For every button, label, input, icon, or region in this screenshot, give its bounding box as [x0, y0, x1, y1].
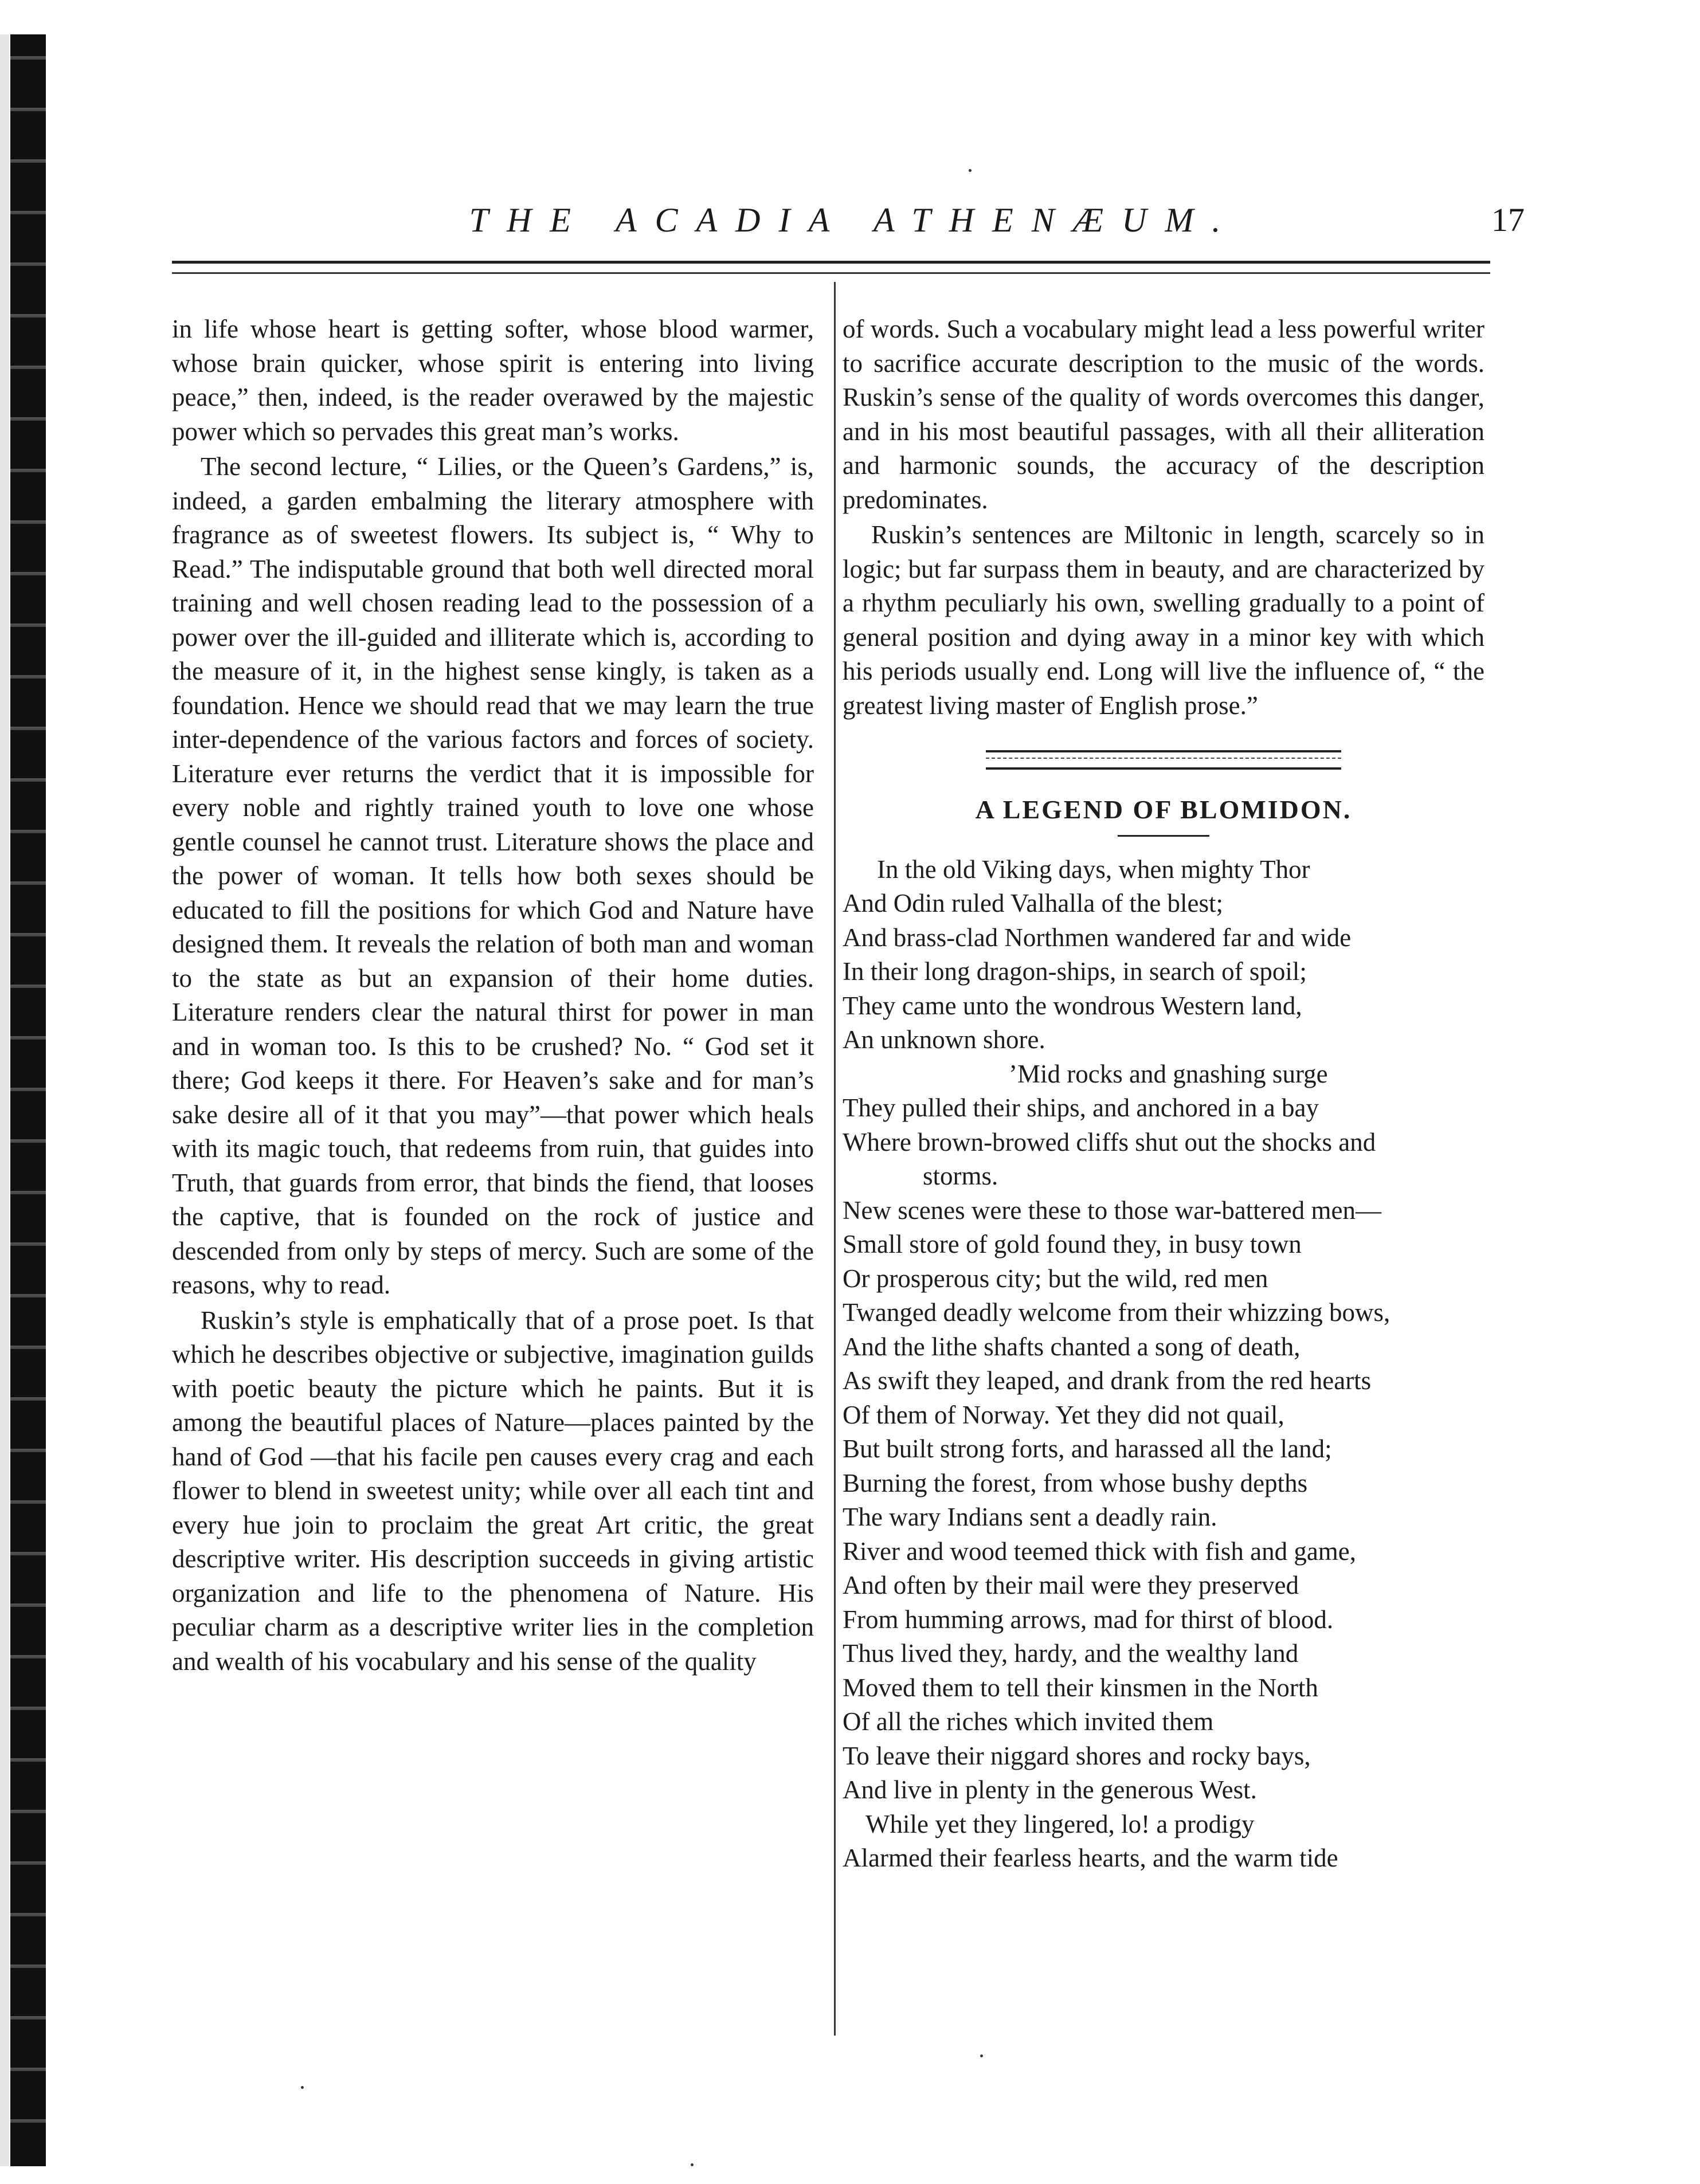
- poem-line: And brass-clad Northmen wandered far and wide: [843, 923, 1352, 952]
- print-speck: [969, 169, 972, 172]
- paragraph: in life whose heart is getting softer, whose blood warmer, whose brain quicker, whose spirit is entering into living peace,” then, indeed, is the reader overawed by the majestic power which so pervades this great man’s works.: [172, 315, 814, 446]
- page-number: 17: [1491, 201, 1525, 238]
- poem-line: In their long dragon-ships, in search of spoil;: [843, 957, 1307, 986]
- poem-line: And often by their mail were they preserved: [843, 1571, 1299, 1599]
- poem-line: The wary Indians sent a deadly rain.: [843, 1503, 1217, 1531]
- poem-line: Burning the forest, from whose bushy depths: [843, 1468, 1308, 1497]
- poem-line: storms.: [923, 1162, 998, 1190]
- poem-line: Small store of gold found they, in busy town: [843, 1230, 1302, 1258]
- poem: [843, 853, 1484, 1876]
- poem-line: While yet they lingered, lo! a prodigy: [865, 1809, 1255, 1838]
- poem-line: Alarmed their fearless hearts, and the warm tide: [843, 1844, 1338, 1872]
- poem-line: But built strong forts, and harassed all the land;: [843, 1434, 1332, 1463]
- poem-line: And Odin ruled Valhalla of the blest;: [843, 889, 1224, 917]
- poem-line: Where brown-browed cliffs shut out the shocks and: [843, 1127, 1376, 1156]
- right-column: [843, 312, 1484, 1876]
- header-rule-top: [172, 261, 1490, 264]
- paragraph: Ruskin’s style is emphatically that of a prose poet. Is that which he describes objective or subjective, imagination guilds with poetic beauty the picture which he paints. But it is among the beautiful places of Nature—places painted by the hand of God —that his facile pen causes every crag and each flower to blend in sweetest unity; while over all each tint and every hue join to proclaim the great Art critic, the great descriptive writer. His description succeeds in giving artistic organization and life to the phenomena of Nature. His peculiar charm as a descriptive writer lies in the completion and wealth of his vocabulary and his sense of the quality: [172, 1305, 814, 1676]
- poem-line: And the lithe shafts chanted a song of death,: [843, 1332, 1301, 1361]
- poem-line: As swift they leaped, and drank from the red hearts: [843, 1366, 1372, 1395]
- poem-line: To leave their niggard shores and rocky bays,: [843, 1741, 1311, 1770]
- poem-line: Or prosperous city; but the wild, red men: [843, 1264, 1268, 1293]
- running-title: THE ACADIA ATHENÆUM.: [469, 201, 1239, 239]
- poem-line: They pulled their ships, and anchored in a bay: [843, 1093, 1319, 1122]
- column-divider: [834, 282, 836, 2036]
- paragraph: The second lecture, “ Lilies, or the Queen’s Gardens,” is, indeed, a garden embalming the literary atmosphere with fragrance as of sweetest flowers. Its subject is, “ Why to Read.” The indisputable ground that both well directed moral training and well chosen reading lead to the possession of a power over the ill-guided and illiterate which is, according to the measure of it, in the highest sense kingly, is taken as a foundation. Hence we should read that we may learn the true inter-dependence of the various factors and forces of society. Literature ever returns the verdict that it is impossible for every noble and rightly trained youth to love one whose gentle counsel he cannot trust. Literature shows the place and the power of woman. It tells how both sexes should be educated to fill the positions for which God and Nature have designed them. It reveals the relation of both man and woman to the state as but an expansion of their home duties. Literature renders clear the natural thirst for power in man and in woman too. Is this to be crushed? No. “ God set it there; God keeps it there. For Heaven’s sake and for man’s sake desire all of it that you may”—that power which heals with its magic touch, that redeems from ruin, that guides into Truth, that guards from error, that binds the fiend, that looses the captive, that is founded on the rock of justice and descended from only by steps of mercy. Such are some of the reasons, why to read.: [172, 452, 814, 1299]
- section-ornament: [986, 750, 1341, 770]
- scan-margin: [0, 34, 9, 2166]
- paragraph: of words. Such a vocabulary might lead a less powerful writer to sacrifice accurate description to the music of the words. Ruskin’s sense of the quality of words overcomes this danger, and in his most beautiful passages, with all their alliteration and harmonic sounds, the accuracy of the description predominates.: [843, 315, 1484, 514]
- paragraph: Ruskin’s sentences are Miltonic in length, scarcely so in logic; but far surpass them in beauty, and are characterized by a rhythm peculiarly his own, swelling gradually to a point of general position and dying away in a minor key with which his periods usually end. Long will live the influence of, “ the greatest living master of English prose.”: [843, 520, 1484, 720]
- poem-line: Of all the riches which invited them: [843, 1707, 1214, 1736]
- poem-title: A LEGEND OF BLOMIDON.: [975, 795, 1352, 824]
- poem-line: Twanged deadly welcome from their whizzing bows,: [843, 1298, 1390, 1327]
- poem-line: Of them of Norway. Yet they did not quail,: [843, 1400, 1284, 1429]
- print-speck: [980, 2054, 983, 2057]
- binding-edge: [10, 34, 46, 2166]
- left-column: [172, 312, 814, 1679]
- poem-line: From humming arrows, mad for thirst of blood.: [843, 1605, 1334, 1634]
- poem-line: ’Mid rocks and gnashing surge: [1009, 1059, 1328, 1088]
- poem-line: And live in plenty in the generous West.: [843, 1775, 1257, 1804]
- poem-line: New scenes were these to those war-battered men—: [843, 1195, 1381, 1225]
- poem-line: Thus lived they, hardy, and the wealthy land: [843, 1639, 1299, 1668]
- page-header: [183, 189, 1525, 258]
- print-speck: [301, 2086, 304, 2089]
- poem-line: Moved them to tell their kinsmen in the North: [843, 1673, 1318, 1702]
- poem-line: They came unto the wondrous Western land,: [843, 991, 1302, 1020]
- poem-line: An unknown shore.: [843, 1025, 1045, 1054]
- header-rule-bottom: [172, 272, 1490, 274]
- poem-line: River and wood teemed thick with fish and game,: [843, 1536, 1357, 1566]
- poem-title-rule: [1118, 835, 1209, 837]
- print-speck: [691, 2163, 694, 2166]
- poem-line: In the old Viking days, when mighty Thor: [877, 854, 1310, 884]
